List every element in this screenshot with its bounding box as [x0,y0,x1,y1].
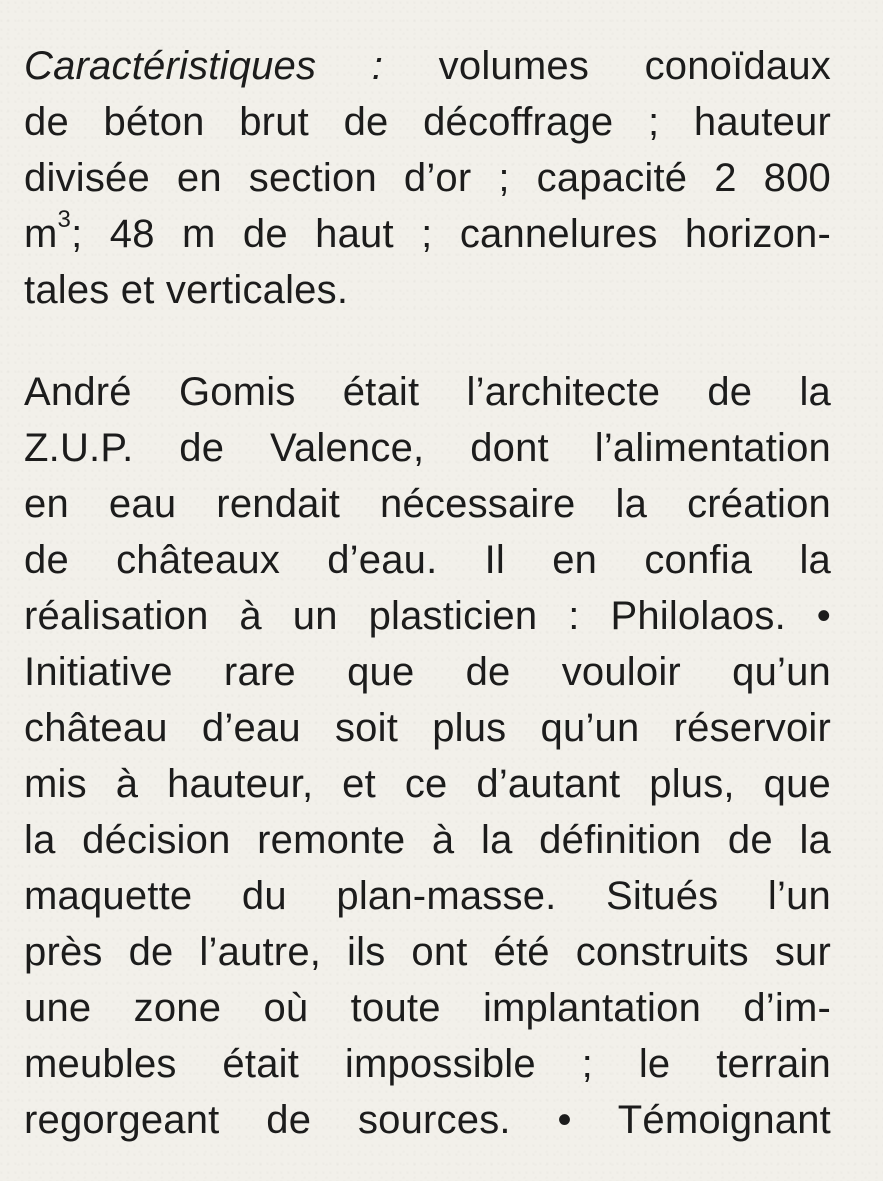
paragraph-2-line-10: maquette du plan-masse. Situés l’un [24,874,831,918]
paragraph-2-line-14: regorgeant de sources. • Témoignant [24,1098,831,1142]
paragraph-1-line-2: de béton brut de décoffrage ; hauteur [24,100,831,144]
paragraph-1-line-1: Caractéristiques : volumes conoïdaux [24,44,831,88]
paragraph-2-line-2: Z.U.P. de Valence, dont l’alimentation [24,426,831,470]
paragraph-2-line-3: en eau rendait nécessaire la création [24,482,831,526]
paragraph-2-line-13: meubles était impossible ; le terrain [24,1042,831,1086]
paragraph-2-line-9: la décision remonte à la définition de la [24,818,831,862]
characteristics-label: Caractéristiques : [24,44,384,88]
paragraph-2-line-11: près de l’autre, ils ont été construits sur [24,930,831,974]
paragraph-2-line-12: une zone où toute implantation d’im- [24,986,831,1030]
paragraph-2-line-6: Initiative rare que de vouloir qu’un [24,650,831,694]
paragraph-2-line-1: André Gomis était l’architecte de la [24,370,831,414]
paragraph-1-line-5: tales et verticales. [24,268,349,312]
paragraph-1-line-3: divisée en section d’or ; capacité 2 800 [24,156,831,200]
paragraph-2-line-4: de châteaux d’eau. Il en confia la [24,538,831,582]
paragraph-1-line-4: $m^3$; 48 m de haut ; cannelures horizon- [24,205,831,256]
cubic-superscript: 3 [57,205,72,233]
paragraph-2-line-7: château d’eau soit plus qu’un réservoir [24,706,831,750]
paragraph-2-line-5: réalisation à un plasticien : Philolaos. • [24,594,831,638]
paragraph-2-line-8: mis à hauteur, et ce d’autant plus, que [24,762,831,806]
